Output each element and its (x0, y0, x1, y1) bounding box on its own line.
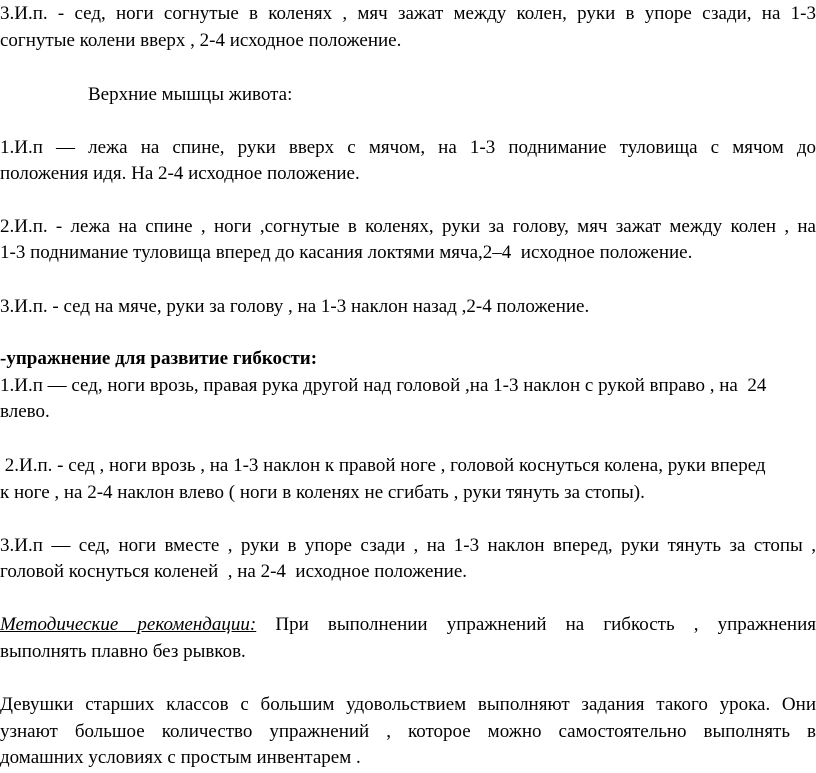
exercise-prev-3-line2: согнутые колени вверх , 2-4 исходное положение. (0, 30, 402, 51)
conclusion-line3: домашних условиях с простым инвентарем . (0, 747, 361, 768)
flex-exercise-2-line2: к ноге , на 2-4 наклон влево ( ноги в коленях не сгибать , руки тянуть за стопы). (0, 482, 645, 503)
flex-exercise-1-line2: влево. (0, 401, 50, 422)
recommendations-line1 (0, 613, 816, 637)
abs-exercise-2-line1: 2.И.п. - лежа на спине , ноги ,согнутые в коленях, руки за голову, мяч зажат между колен , на (0, 216, 816, 237)
flex-exercise-1-line1: 1.И.п — сед, ноги врозь, правая рука другой над головой ,на 1-3 наклон с рукой вправо , на 24 (0, 375, 767, 396)
flex-exercise-3-line1: 3.И.п — сед, ноги вместе , руки в упоре сзади , на 1-3 наклон вперед, руки тянуть за стопы , (0, 535, 816, 556)
flex-exercise-3-line2: головой коснуться коленей , на 2-4 исходное положение. (0, 561, 468, 582)
recommendations-line2: выполнять плавно без рывков. (0, 641, 246, 662)
exercise-prev-3-line1: 3.И.п. - сед, ноги согнутые в коленях , мяч зажат между колен, руки в упоре сзади, на 1-3 (0, 3, 816, 24)
recommendations-label: Методические рекомендации: (0, 614, 257, 635)
flex-exercise-2-line1: 2.И.п. - сед , ноги врозь , на 1-3 наклон к правой ноге , головой коснуться колена, руки вперед (0, 455, 766, 476)
abs-exercise-3-line1: 3.И.п. - сед на мяче, руки за голову , на 1-3 наклон назад ,2-4 положение. (0, 296, 590, 317)
section-flex-heading: -упражнение для развитие гибкости: (0, 348, 318, 369)
recommendations-text: При выполнении упражнений на гибкость , упражнения (256, 614, 816, 635)
abs-exercise-1-line2: положения идя. На 2-4 исходное положение. (0, 163, 360, 184)
abs-exercise-2-line2: 1-3 поднимание туловища вперед до касания локтями мяча,2–4 исходное положение. (0, 242, 693, 263)
abs-exercise-1-line1: 1.И.п — лежа на спине, руки вверх с мячом, на 1-3 поднимание туловища с мячом до (0, 137, 816, 158)
conclusion-line1: Девушки старших классов с большим удовольствием выполняют задания такого урока. Они (0, 694, 816, 715)
conclusion-line2: узнают большое количество упражнений , которое можно самостоятельно выполнять в (0, 721, 816, 742)
section-abs-heading: Верхние мышцы живота: (88, 84, 293, 105)
